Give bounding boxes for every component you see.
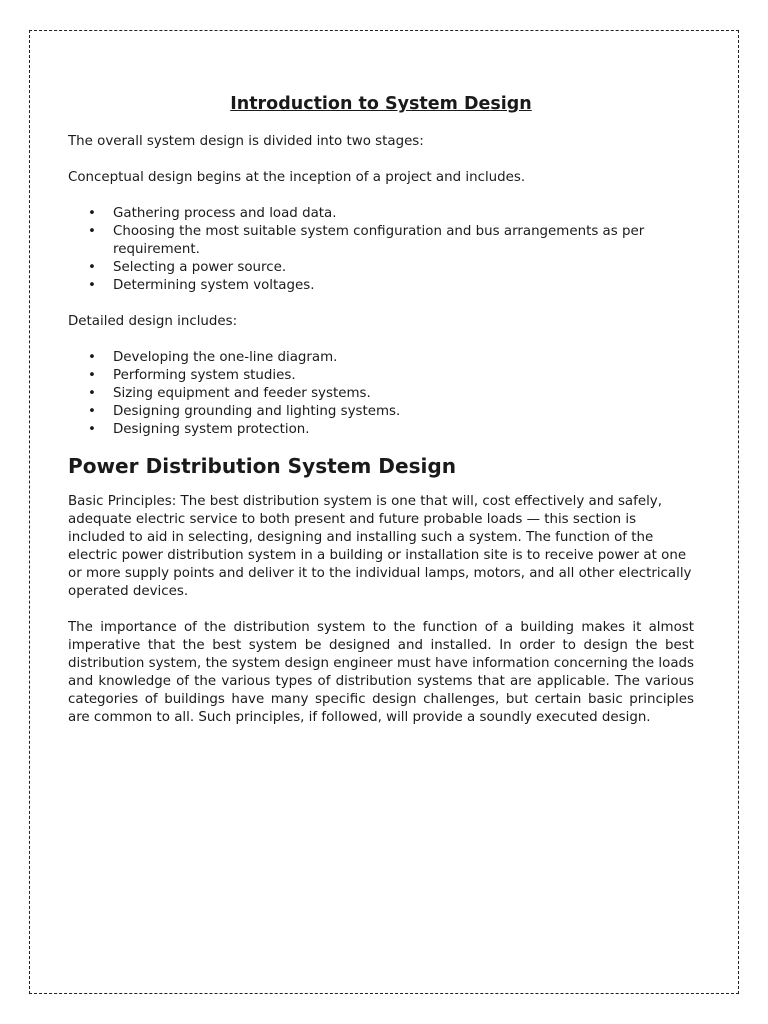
- document-title: Introduction to System Design: [230, 94, 532, 114]
- list-item: • Determining system voltages.: [68, 277, 694, 295]
- conceptual-design-lead: Conceptual design begins at the inception of a project and includes.: [68, 170, 526, 185]
- list-item: • Designing grounding and lighting systems.: [68, 403, 694, 421]
- list-item: • Developing the one-line diagram.: [68, 349, 694, 367]
- intro-paragraph: The overall system design is divided into two stages:: [68, 134, 424, 149]
- list-item: • Sizing equipment and feeder systems.: [68, 385, 694, 403]
- section-heading: Power Distribution System Design: [68, 454, 457, 478]
- list-item: • Gathering process and load data.: [68, 205, 694, 223]
- document-body: [68, 93, 694, 745]
- list-item: • Performing system studies.: [68, 367, 694, 385]
- importance-paragraph: The importance of the distribution system to the function of a building makes it almost imperative that the best system be designed and installed. In order to design the best distribution system, the system design engineer must have information concerning the loads and knowledge of the various types of distribution systems that are applicable. The various categories of buildings have many specific design challenges, but certain basic principles are common to all. Such principles, if followed, will provide a soundly executed design.: [68, 620, 694, 725]
- list-item: • Selecting a power source.: [68, 259, 694, 277]
- list-item: • Designing system protection.: [68, 421, 694, 439]
- detailed-design-lead: Detailed design includes:: [68, 314, 238, 329]
- list-item: • Choosing the most suitable system configuration and bus arrangements as per requirement.: [68, 223, 694, 259]
- detailed-design-list: [68, 349, 694, 439]
- conceptual-design-list: [68, 205, 694, 295]
- basic-principles-paragraph: Basic Principles: The best distribution system is one that will, cost effectively and safely, adequate electric service to both present and future probable loads — this section is included to aid in selecting, designing and installing such a system. The function of the electric power distribution system in a building or installation site is to receive power at one or more supply points and deliver it to the individual lamps, motors, and all other electrically operated devices.: [68, 494, 692, 599]
